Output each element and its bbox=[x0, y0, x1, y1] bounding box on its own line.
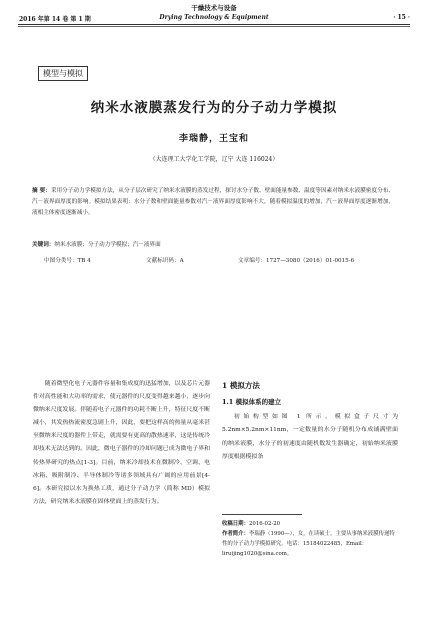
abstract-label: 摘 要： bbox=[32, 188, 51, 194]
received-date: 2016-02-20 bbox=[248, 521, 281, 527]
running-header-journal-cn: 干燥技术与设备 bbox=[191, 4, 237, 12]
received-date-line bbox=[222, 519, 398, 529]
document-code: 文献标识码：A bbox=[146, 258, 184, 264]
section-label: 模型与模拟 bbox=[38, 66, 88, 81]
footnote-rule bbox=[222, 514, 302, 515]
received-label: 收稿日期： bbox=[222, 521, 249, 527]
header-rule-thin bbox=[18, 26, 410, 27]
abstract bbox=[32, 186, 394, 219]
clc-number: 中图分类号：TB 4 bbox=[44, 258, 91, 264]
paper-title: 纳米水液膜蒸发行为的分子动力学模拟 bbox=[90, 100, 338, 116]
author-list: 李瑞静，王宝和 bbox=[178, 134, 249, 144]
keywords-text: 纳米水液膜；分子动力学模拟；汽－液界面 bbox=[54, 242, 161, 248]
bio-label: 作者简介： bbox=[222, 531, 249, 537]
author-bio: 李瑞静（1990—），女，在读硕士，主要从事纳米液膜传递特性的分子动力学模拟研究。电话：15184022485，Email：liruijing1020@sina.com。 bbox=[222, 531, 395, 557]
running-header-issue: 2016 年第 14 卷 第 1 期 bbox=[19, 16, 91, 23]
running-header-journal-en: Drying Technology & Equipment bbox=[159, 14, 269, 21]
intro-paragraph: 随着微型化电子元器件容量和集成度的迅猛增加，以及芯片元器件对高性能和大功率的需求，使元器件的尺度变得越来越小，逐步向微纳米尺度发展。伴随着电子元器件的功耗不断上升，特征尺度不断减小，其发热热流密度急剧上升，因此，要把这样高的热量从毫米甚至微纳米尺度的器件上带走，就需要有更高的散热速率，这是传统冷却技术无法达到的。因此，微电子器件的冷却问题已成为微电子界和传热界研究的热点[1-3]。目前，纳米冷却技术在微制冷、空调、电冰箱、吸附制冷、半导体制冷等诸多领域具有广阔的应用前景[4-6]。本研究拟以水为换热工质，通过分子动力学（简称 MD）模拟方法，研究纳米水液膜在固体壁面上的蒸发行为。 bbox=[33, 381, 210, 505]
method-paragraph: 初始构型如图 1 所示，模拟盒子尺寸为 5.2nm×5.2nm×11nm，一定数量的水分子随机分布成铺满壁面的纳米液膜，水分子的初速度由随机数发生器确定，初始纳米液膜厚度根据模拟条 bbox=[222, 414, 398, 460]
keywords bbox=[32, 240, 161, 248]
running-header-page-number: · 15 · bbox=[393, 14, 410, 21]
subsection-heading: 1.1 模拟体系的建立 bbox=[222, 398, 282, 406]
abstract-text: 采用分子动力学模拟方法，从分子层次研究了纳米水液膜的蒸发过程，探讨水分子数、壁面能量参数、温度等因素对纳米水液膜密度分布、汽－液界面厚度的影响。模拟结果表明：水分子数和壁面能量参数对汽－液界面厚度影响不大，随着模拟温度的增加，汽－液界面厚度逐渐增加，液相主体密度逐渐减小。 bbox=[32, 188, 394, 216]
author-affiliation: （大连理工大学化工学院，辽宁 大连 116024） bbox=[149, 156, 279, 163]
header-rule bbox=[18, 24, 410, 25]
section-heading: 1 模拟方法 bbox=[222, 381, 260, 390]
footnote bbox=[222, 519, 398, 559]
keywords-label: 关键词： bbox=[32, 242, 55, 248]
intro-column bbox=[33, 378, 210, 509]
method-column bbox=[222, 411, 398, 464]
article-number: 文章编号：1727—3080（2016）01-0015-6 bbox=[238, 258, 355, 264]
author-bio-line bbox=[222, 529, 398, 559]
